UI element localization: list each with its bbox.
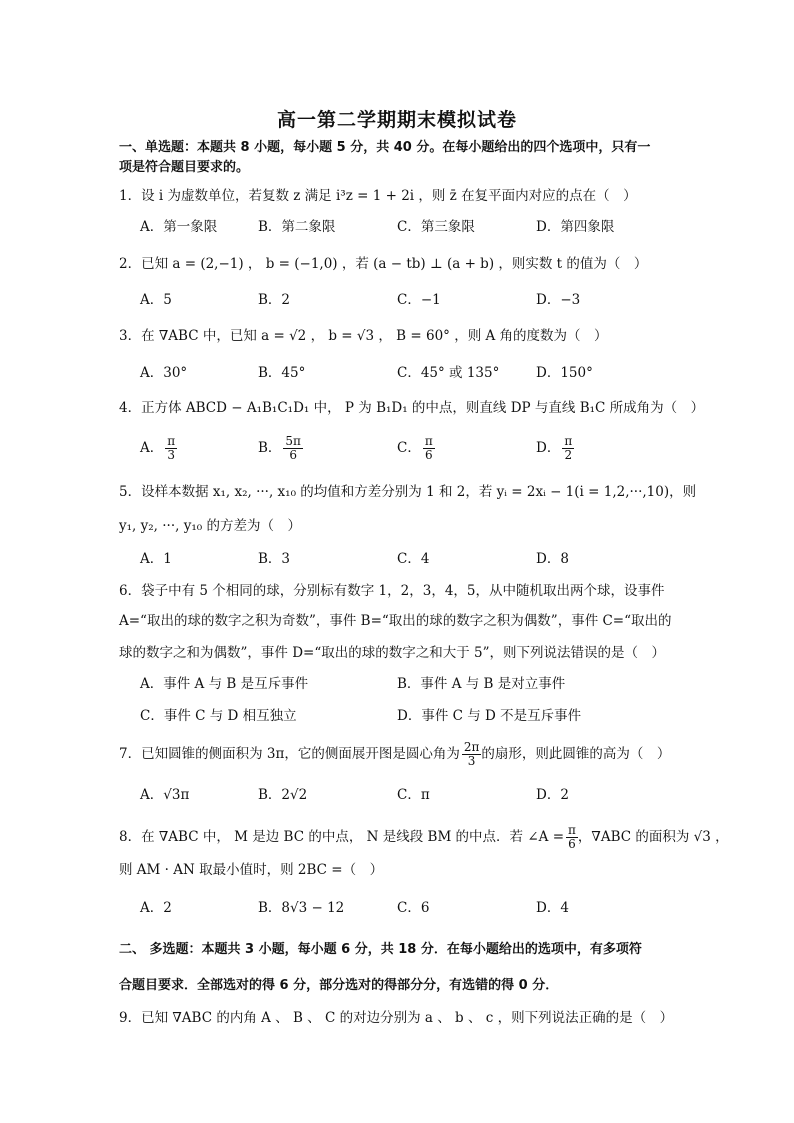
exam-title: 高一第二学期期末模拟试卷 [276, 109, 517, 131]
q4-option-d-fraction [562, 435, 574, 462]
q5-option-b: B．3 [258, 551, 291, 567]
fraction-numerator: π [564, 434, 573, 448]
q5-option-c: C．4 [397, 551, 430, 567]
q3-option-a: A．30° [140, 365, 188, 381]
q1-option-d: D．第四象限 [536, 219, 615, 235]
q4-option-c-label: C． [397, 440, 421, 456]
q7-fraction [462, 741, 482, 768]
q5-option-a: A．1 [140, 551, 172, 567]
q1-option-a: A．第一象限 [140, 219, 218, 235]
q6-option-d: D．事件 C 与 D 不是互斥事件 [397, 708, 582, 724]
q2-option-b: B．2 [258, 292, 291, 308]
q4-option-d [536, 435, 574, 462]
question-3: 3．在 ∇ABC 中，已知 a = √2 ， b = √3 ， B = 60° ，则 A 角的度数为（ ） [119, 328, 608, 344]
question-2: 2．已知 a = (2,−1) ， b = (−1,0) ，若 (a − tb) ⊥ (a + b) ，则实数 t 的值为（ ） [119, 256, 648, 272]
question-9: 9．已知 ∇ABC 的内角 A 、 B 、 C 的对边分别为 a 、 b 、 c ，则下列说法正确的是（ ） [119, 1010, 674, 1026]
q5-option-d: D．8 [536, 551, 569, 567]
q4-option-b [258, 435, 303, 462]
q2-option-d: D．−3 [536, 292, 581, 308]
question-6-line-1: 6．袋子中有 5 个相同的球，分别标有数字 1，2，3，4，5，从中随机取出两个球，设事件 [119, 583, 665, 599]
fraction-denominator: 3 [167, 448, 176, 462]
q4-option-a [140, 435, 177, 462]
fraction-numerator: π [568, 823, 576, 837]
question-4: 4．正方体 ABCD − A₁B₁C₁D₁ 中， P 为 B₁D₁ 的中点，则直线 DP 与直线 B₁C 所成角为（ ） [119, 400, 705, 416]
question-6-line-3: 球的数字之和为偶数”，事件 D=“取出的球的数字之和大于 5”，则下列说法错误的是（ ） [119, 645, 666, 661]
q7-option-a: A．√3π [140, 787, 190, 803]
q1-option-c: C．第三象限 [397, 219, 475, 235]
q6-option-c: C．事件 C 与 D 相互独立 [140, 708, 297, 724]
section-1-header-line-1: 一、单选题：本题共 8 小题，每小题 5 分，共 40 分。在每小题给出的四个选项中，只有一 [119, 140, 651, 155]
fraction-denominator: 6 [568, 837, 576, 851]
q3-option-d: D．150° [536, 365, 593, 381]
q8-option-a: A．2 [140, 900, 172, 916]
question-6-line-2: A=“取出的球的数字之积为奇数”，事件 B=“取出的球的数字之积为偶数”，事件 C=“取出的 [119, 613, 672, 629]
question-7 [119, 741, 684, 768]
q4-option-d-label: D． [536, 440, 561, 456]
q4-option-b-fraction [283, 435, 303, 462]
question-5-line-1: 5．设样本数据 x₁, x₂, ···, x₁₀ 的均值和方差分别为 1 和 2，若 yᵢ = 2xᵢ − 1(i = 1,2,···,10)，则 [119, 484, 697, 500]
fraction-denominator: 2 [564, 448, 573, 462]
fraction-numerator: 5π [285, 434, 301, 448]
q6-option-b: B．事件 A 与 B 是对立事件 [397, 676, 566, 692]
fraction-denominator: 6 [289, 448, 297, 462]
section-2-header-line-1: 二、 多选题：本题共 3 小题，每小题 6 分，共 18 分．在每小题给出的选项中，有多项符 [119, 942, 642, 957]
q4-option-c-fraction [423, 435, 435, 462]
q7-option-d: D．2 [536, 787, 569, 803]
q4-option-c [397, 435, 435, 462]
q8-text-b: ，∇ABC 的面积为 √3 ， [577, 829, 729, 845]
question-8-line-2: 则 AM · AN 取最小值时，则 2BC =（ ） [119, 862, 384, 878]
q7-text-b: 的扇形，则此圆锥的高为（ ） [481, 746, 671, 762]
fraction-numerator: π [167, 434, 176, 448]
q3-option-b: B．45° [258, 365, 306, 381]
q3-option-c: C．45° 或 135° [397, 365, 500, 381]
q8-fraction [566, 824, 578, 851]
section-2-header-line-2: 合题目要求．全部选对的得 6 分，部分选对的得部分分，有选错的得 0 分． [119, 978, 559, 993]
section-1-header-line-2: 项是符合题目要求的。 [119, 160, 250, 175]
q6-option-a: A．事件 A 与 B 是互斥事件 [140, 676, 309, 692]
q4-option-b-label: B． [258, 440, 282, 456]
question-1: 1．设 i 为虚数单位，若复数 z 满足 i³z = 1 + 2i ，则 z̄ 在复平面内对应的点在（ ） [119, 188, 637, 204]
q7-option-c: C．π [397, 787, 430, 803]
question-5-line-2: y₁, y₂, ···, y₁₀ 的方差为（ ） [119, 518, 301, 534]
q8-option-c: C．6 [397, 900, 430, 916]
q4-option-a-label: A． [140, 440, 164, 456]
fraction-denominator: 3 [467, 754, 476, 768]
q8-option-d: D．4 [536, 900, 569, 916]
q8-text-a: 8．在 ∇ABC 中， M 是边 BC 的中点， N 是线段 BM 的中点．若 ∠A = [119, 829, 565, 845]
q8-option-b: B．8√3 − 12 [258, 900, 345, 916]
q7-text-a: 7．已知圆锥的侧面积为 3π，它的侧面展开图是圆心角为 [119, 746, 460, 762]
fraction-denominator: 6 [424, 448, 433, 462]
q1-option-b: B．第二象限 [258, 219, 336, 235]
q4-option-a-fraction [165, 435, 177, 462]
q2-option-a: A．5 [140, 292, 172, 308]
q2-option-c: C．−1 [397, 292, 441, 308]
fraction-numerator: 2π [463, 740, 480, 754]
question-8-line-1 [119, 823, 729, 851]
fraction-numerator: π [424, 434, 433, 448]
q7-option-b: B．2√2 [258, 787, 308, 803]
